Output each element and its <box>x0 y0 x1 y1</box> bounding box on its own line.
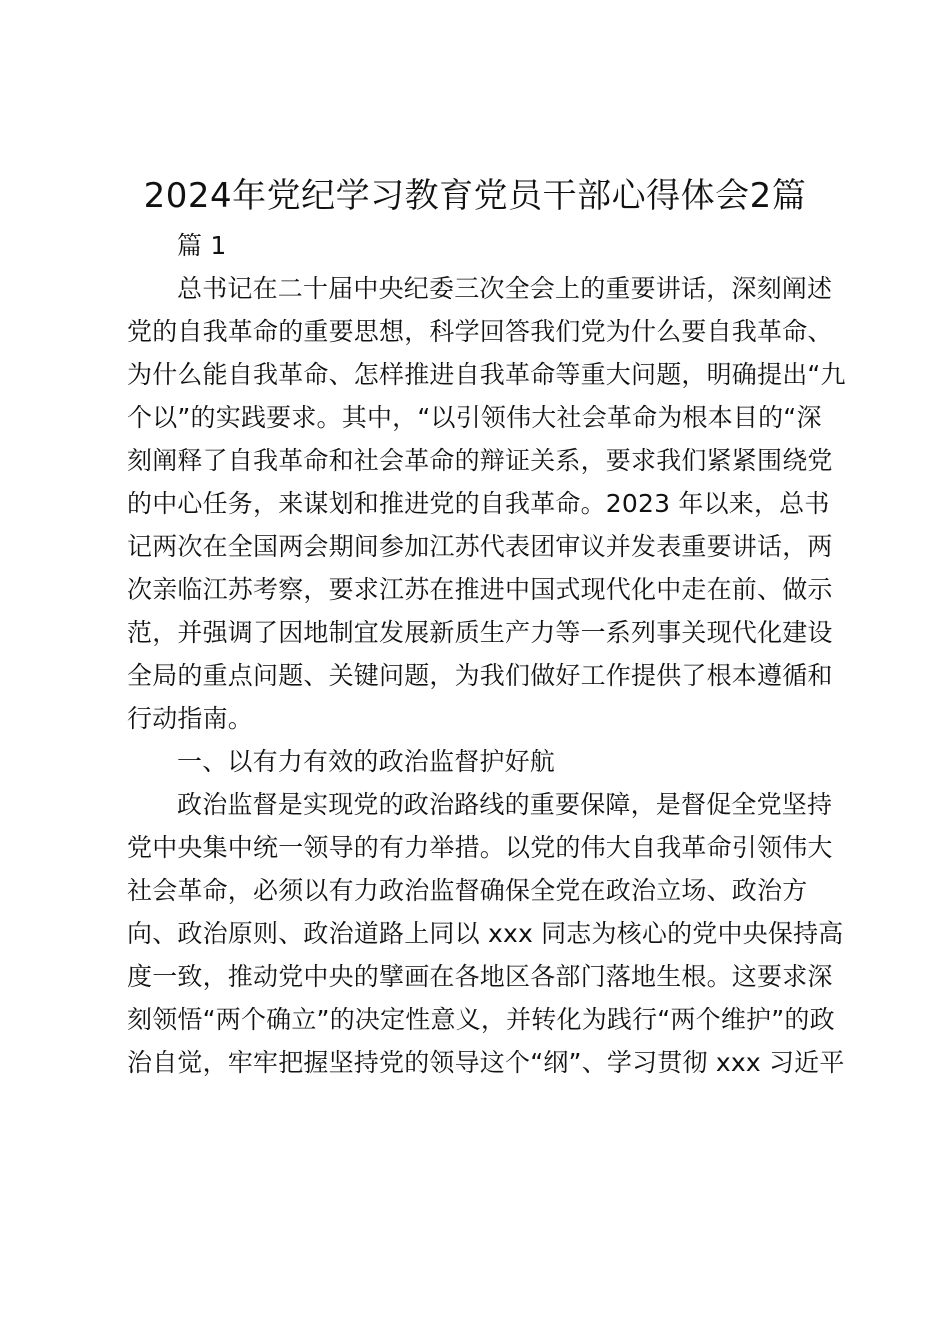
paragraph-line: 个以”的实践要求。其中，“以引领伟大社会革命为根本目的“深 <box>127 403 822 432</box>
paragraph-line: 范，并强调了因地制宜发展新质生产力等一系列事关现代化建设 <box>127 618 833 647</box>
document-body <box>127 224 847 1084</box>
paragraph-line: 次亲临江苏考察，要求江苏在推进中国式现代化中走在前、做示 <box>127 575 833 604</box>
paragraph-line: 的中心任务，来谋划和推进党的自我革命。2023 年以来，总书 <box>127 489 830 518</box>
paragraph-line: 总书记在二十届中央纪委三次全会上的重要讲话，深刻阐述 <box>177 274 833 303</box>
section-label: 篇 1 <box>177 231 227 260</box>
paragraph-line: 度一致，推动党中央的擘画在各地区各部门落地生根。这要求深 <box>127 962 833 991</box>
paragraph-line: 党的自我革命的重要思想，科学回答我们党为什么要自我革命、 <box>127 317 833 346</box>
section-heading: 一、以有力有效的政治监督护好航 <box>177 747 556 776</box>
paragraph-line: 行动指南。 <box>127 704 254 733</box>
paragraph-line: 刻阐释了自我革命和社会革命的辩证关系，要求我们紧紧围绕党 <box>127 446 833 475</box>
paragraph-line: 记两次在全国两会期间参加江苏代表团审议并发表重要讲话，两 <box>127 532 833 561</box>
paragraph-line: 社会革命，必须以有力政治监督确保全党在政治立场、政治方 <box>127 876 808 905</box>
paragraph-line: 为什么能自我革命、怎样推进自我革命等重大问题，明确提出“九 <box>127 360 846 389</box>
document-title: 2024年党纪学习教育党员干部心得体会2篇 <box>143 176 807 216</box>
paragraph-line: 刻领悟“两个确立”的决定性意义，并转化为践行“两个维护”的政 <box>127 1005 835 1034</box>
paragraph-line: 向、政治原则、政治道路上同以 xxx 同志为核心的党中央保持高 <box>127 919 844 948</box>
paragraph-line: 全局的重点问题、关键问题，为我们做好工作提供了根本遵循和 <box>127 661 833 690</box>
paragraph-line: 治自觉，牢牢把握坚持党的领导这个“纲”、学习贯彻 xxx 习近平 <box>127 1048 845 1077</box>
paragraph-line: 政治监督是实现党的政治路线的重要保障，是督促全党坚持 <box>177 790 833 819</box>
paragraph-line: 党中央集中统一领导的有力举措。以党的伟大自我革命引领伟大 <box>127 833 833 862</box>
